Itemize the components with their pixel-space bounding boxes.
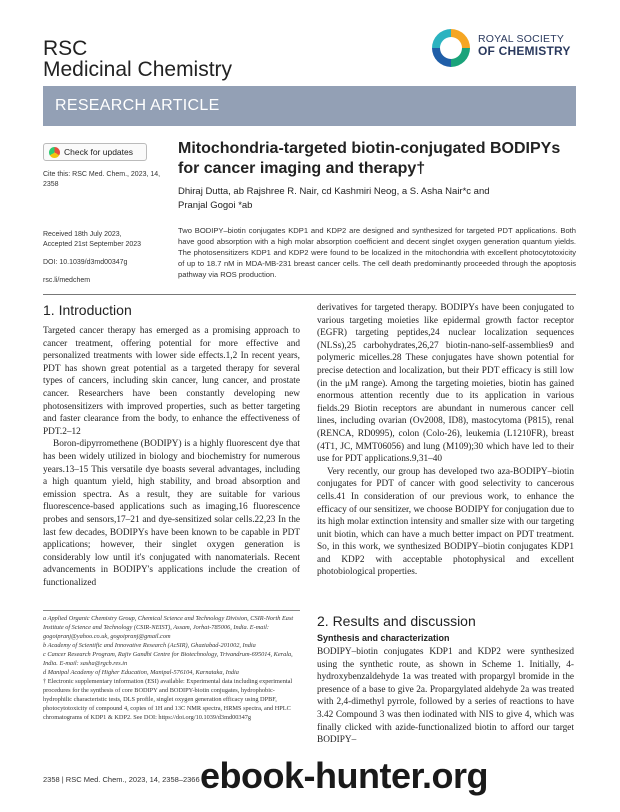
column-2-text — [317, 302, 574, 579]
article-title: Mitochondria-targeted biotin-conjugated BODIPYs for cancer imaging and therapy† — [178, 140, 561, 177]
journal-link[interactable]: rsc.li/medchem — [43, 277, 91, 284]
footnotes — [43, 614, 300, 722]
esi-note: † Electronic supplementary information (ESI) available: Experimental data including experimental procedures for the synthesis of core BODIPY and BODIPY-biotin conjugates, hydrophobic-hydrophilic characteristic tests, DLS profile, singlet oxygen generation efficacy using DPBF, photocytotoxicity of compound 4, copies of 1H and 13C NMR spectra, HRMS spectra, and HPLC chromatograms of KDP1 & KDP2. See DOI: https://doi.org/10.1039/d3md00347g — [43, 678, 293, 721]
intro-paragraph-2: Boron-dipyrromethene (BODIPY) is a highly fluorescent dye that has been widely utilized in biology and biochemistry for numerous years.13–15 This versatile dye boasts several advantages, including a high quantum yield, high stability, and broad absorption and emission spectra. As a result, they are suitable for various fluorescence-based applications such as imaging,16 fluorescence probes and sensors,17–21 and dye-sensitized solar cells.22,23 In the last few decades, BODIPYs have been known to be capable in PDT applications; however, their singlet oxygen generation is considerably low until it's conjugated with nanomaterials. Recent advancements in BODIPY's applications include the creation of functionalized — [43, 439, 300, 588]
intro-heading: 1. Introduction — [43, 302, 132, 318]
rsc-logo-icon — [428, 25, 474, 71]
footnote-c: c Cancer Research Program, Rajiv Gandhi Centre for Biotechnology, Trivandrum-695014, Kerala, India. E-mail: sasha@rgcb.res.in — [43, 651, 293, 667]
footnote-b: b Academy of Scientific and Innovative Research (AcSIR), Ghaziabad-201002, India — [43, 642, 256, 649]
col2-paragraph-3: BODIPY–biotin conjugates KDP1 and KDP2 were synthesized using the synthetic route, as shown in Scheme 1. Initially, 4-hydroxybenzaldehyde 1a was treated with propargyl bromide in the presence of a base to give 2a. Propargylated aldehyde 2a was treated with 2,4-dimethyl pyrrole, followed by a series of reactions to have 3.42 Compound 3 was then iodinated with NIS to give 4, which was finally clicked with azide-functionalized biotin to afford our target BODIPY– — [317, 647, 574, 746]
article-type-banner: RESEARCH ARTICLE — [43, 86, 576, 126]
divider — [43, 294, 576, 295]
watermark: ebook-hunter.org — [200, 755, 488, 796]
abstract: Two BODIPY–biotin conjugates KDP1 and KDP2 are designed and synthesized for targeted PDT applications. Both have good absorption with a high molar absorption coefficient and decent singlet oxygen generation quantum yields. The photosensitizers KDP1 and KDP2 were found to be localized in the mitochondria with excellent photocytotoxicity of up to 18.7 nM in MDA-MB-231 breast cancer cells. The cell death predominantly proceeded through the apoptosis pathway via ROS production. — [178, 226, 576, 279]
synthesis-heading: Synthesis and characterization — [317, 633, 450, 643]
col2-paragraph-2: Very recently, our group has developed two aza-BODIPY–biotin conjugates for PDT of cancer with good selectivity to cancerous cells.41 In consideration of our previous work, to enhance the efficacy of our sensitizer, we choose BODIPY for conjugation due to its high molar extinction intensity and smaller size with our targeting unit biotin, which can have a much better impact on PDT treatment. So, in this work, we synthesized BODIPY–biotin conjugates KDP1 and KDP2 with acceptable photophysical and excellent photobiological properties. — [317, 466, 574, 578]
accepted-date: Accepted 21st September 2023 — [43, 241, 142, 248]
footnote-divider — [43, 610, 300, 611]
crossmark-icon — [49, 147, 60, 158]
check-for-updates-button[interactable]: Check for updates — [43, 143, 147, 161]
page-footer: 2358 | RSC Med. Chem., 2023, 14, 2358–2366 — [43, 775, 200, 784]
received-date: Received 18th July 2023, — [43, 231, 122, 238]
doi[interactable]: DOI: 10.1039/d3md00347g — [43, 259, 128, 266]
journal-name: RSC Medicinal Chemistry — [43, 37, 233, 81]
synthesis-text — [317, 646, 574, 747]
results-heading: 2. Results and discussion — [317, 613, 476, 629]
rsc-logo — [428, 25, 588, 75]
intro-paragraph-1: Targeted cancer therapy has emerged as a promising approach to cancer treatment, offering potential for more effective and personalized treatments with lower side effects.1,2 In recent years, PDT has shown great potential as a targeted therapy for several types of cancers, including skin cancer, lung cancer, and prostate cancer. Researchers have been constantly developing new photosensitizers with improved properties, such as better targeting and faster clearance from the body, to enhance the effectiveness of PDT.2–12 — [43, 326, 300, 437]
logo-text-1: ROYAL SOCIETY — [478, 33, 565, 45]
authors: Dhiraj Dutta, ab Rajshree R. Nair, cd Kashmiri Neog, a S. Asha Nair*c and Pranjal Gogoi *ab — [178, 186, 490, 211]
logo-text-2: OF CHEMISTRY — [478, 44, 571, 58]
footnote-a: a Applied Organic Chemistry Group, Chemical Science and Technology Division, CSIR-North East Institute of Science and Technology (CSIR-NEIST), Assam, Jorhat-785006, India. E-mail: gogoipranj@yahoo.co.uk, gogoipranj@gmail.com — [43, 615, 294, 640]
intro-text — [43, 325, 300, 589]
citation: Cite this: RSC Med. Chem., 2023, 14, 2358 — [43, 171, 161, 188]
col2-paragraph-1: derivatives for targeted therapy. BODIPYs have been conjugated to various targeting moieties like epidermal growth factor receptor (EGFR) targeting peptides,24 nuclear localization sequences (NLSs),25 carbohydrates,26,27 biotin-nano-self-assemblies9 and polymeric micelles.28 These conjugates have shown potential for precise detection and localization, but their PDT efficacy is still low (in the μM range). Among the targeting moieties, biotin has gained enormous attention recently due to its application in various fields.29 Biotin receptors are abundant in numerous cancer cell lines, including ovarian (Ov2008, ID8), mastocytoma (P815), renal (RENCA, RD0995), colon (Colo-26), leukemia (L1210FR), breast (4T1, JC, MMT06056) and lung (M109);30 which have led to their use for PDT applications.9,31–40 — [317, 303, 574, 465]
footnote-d: d Manipal Academy of Higher Education, Manipal-576104, Karnataka, India — [43, 669, 239, 676]
